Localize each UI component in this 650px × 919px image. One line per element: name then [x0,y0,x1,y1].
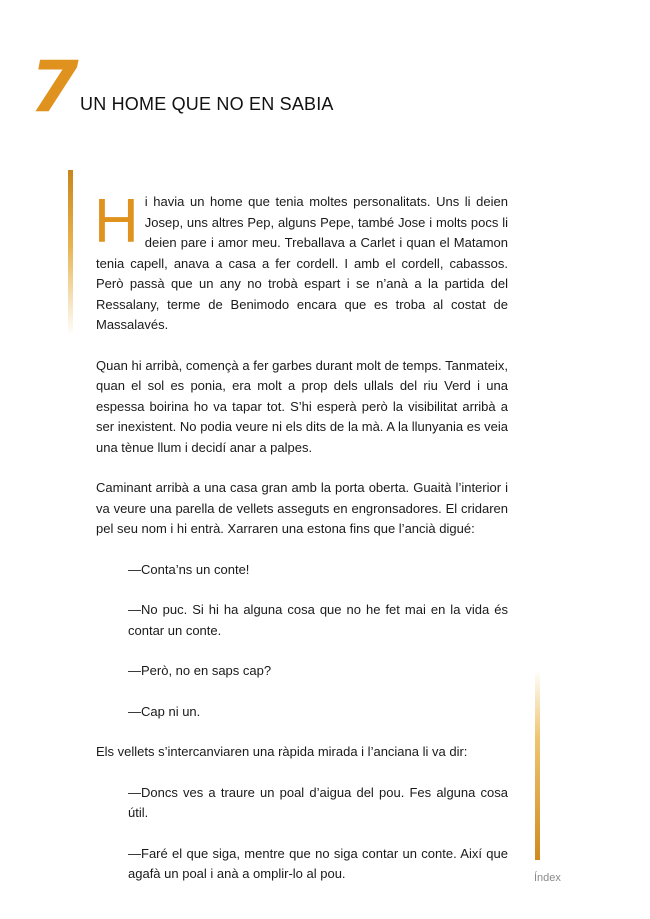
chapter-title: UN HOME QUE NO EN SABIA [80,94,334,114]
paragraph-1-text: i havia un home que tenia moltes personalitats. Uns li deien Josep, uns altres Pep, alguns Pepe, també Jose i molts pocs li deien pare i amor meu. Treballava a Carlet i quan el Matamon tenia capell, anava a casa a fer cordell. I amb el cordell, cabassos. Però passà que un any no trobà espart i se n’anà a la partida del Ressalany, terme de Benimodo encara que es troba al costat de Massalavés. [96,194,508,332]
paragraph-1 [94,187,508,336]
dialogue-line-5: —Doncs ves a traure un poal d’aigua del pou. Fes alguna cosa útil. [128,784,508,820]
dialogue-line-2: —No puc. Si hi ha alguna cosa que no he fet mai en la vida és contar un conte. [128,602,508,638]
drop-cap: H [94,187,139,256]
paragraph-3: Caminant arribà a una casa gran amb la porta oberta. Guaità l’interior i va veure una parella de vellets asseguts en engronsadores. El cridaren pel seu nom i hi entrà. Xarraren una estona fins que l’ancià digué: [96,480,508,536]
dialogue-line-3: —Però, no en saps cap? [128,663,272,678]
paragraph-4: Els vellets s’intercanviaren una ràpida mirada i l’anciana li va dir: [96,744,468,759]
chapter-number: 7 [30,46,79,128]
paragraph-2: Quan hi arribà, començà a fer garbes durant molt de temps. Tanmateix, quan el sol es ponia, era molt a prop dels ullals del riu Verd i una espessa boirina ho va tapar tot. S’hi esperà però la visibilitat arribà a ser inexistent. No podia veure ni els dits de la mà. A la llunyania es veia una tènue llum i decidí anar a palpes. [96,357,508,455]
left-accent-bar [68,170,73,335]
index-link[interactable]: Índex [534,872,561,884]
story-text [94,187,508,905]
dialogue-line-6: —Faré el que siga, mentre que no siga contar un conte. Així que agafà un poal i anà a omplir-lo al pou. [128,845,508,881]
right-accent-bar [535,670,540,860]
dialogue-line-4: —Cap ni un. [128,703,201,719]
dialogue-line-1: —Conta’ns un conte! [128,561,250,577]
